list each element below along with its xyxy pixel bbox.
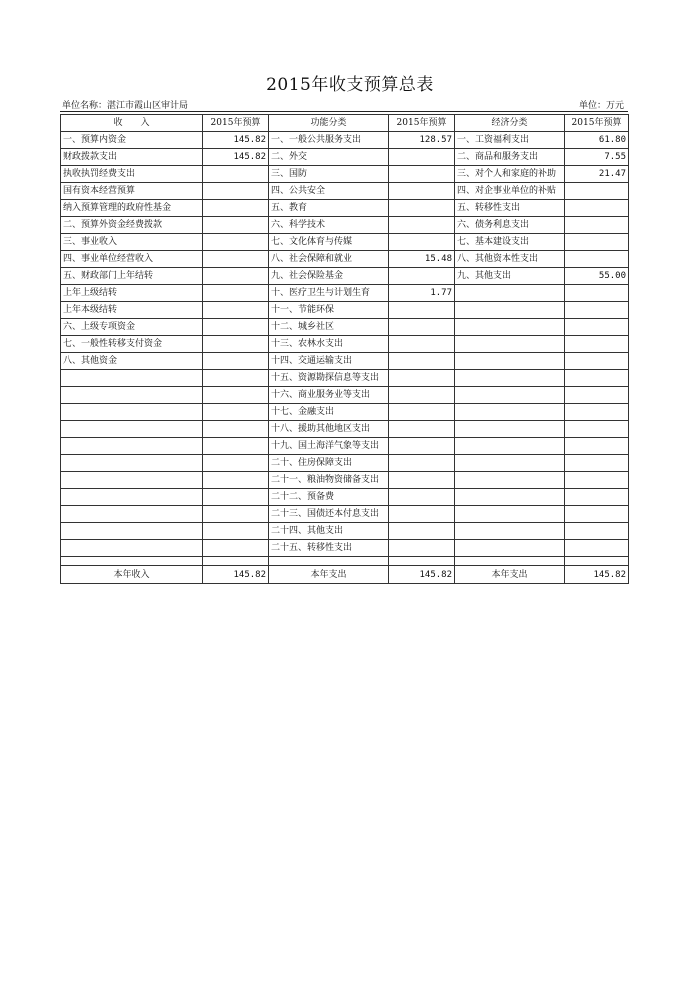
table-row xyxy=(61,183,629,200)
function-value xyxy=(389,217,455,234)
economic-item xyxy=(455,404,565,421)
income-item: 八、其他资金 xyxy=(61,353,203,370)
economic-value xyxy=(565,217,629,234)
economic-item: 八、其他资本性支出 xyxy=(455,251,565,268)
economic-item: 六、债务利息支出 xyxy=(455,217,565,234)
economic-value xyxy=(565,183,629,200)
function-item: 二十三、国债还本付息支出 xyxy=(269,506,389,523)
table-row xyxy=(61,506,629,523)
function-item: 十一、节能环保 xyxy=(269,302,389,319)
function-value xyxy=(389,540,455,557)
total-income-value: 145.82 xyxy=(203,566,269,584)
header-income: 收 入 xyxy=(61,115,203,132)
income-value xyxy=(203,370,269,387)
function-item: 二十二、预备费 xyxy=(269,489,389,506)
economic-value: 7.55 xyxy=(565,149,629,166)
table-row xyxy=(61,285,629,302)
table-row xyxy=(61,404,629,421)
economic-item xyxy=(455,489,565,506)
income-item xyxy=(61,540,203,557)
function-item: 八、社会保障和就业 xyxy=(269,251,389,268)
header-function-budget: 2015年预算 xyxy=(389,115,455,132)
function-value xyxy=(389,370,455,387)
economic-value xyxy=(565,455,629,472)
function-value xyxy=(389,302,455,319)
income-value xyxy=(203,285,269,302)
income-item xyxy=(61,489,203,506)
income-value xyxy=(203,217,269,234)
function-value xyxy=(389,166,455,183)
income-item xyxy=(61,421,203,438)
economic-value xyxy=(565,370,629,387)
income-item: 执收执罚经费支出 xyxy=(61,166,203,183)
function-item: 十五、资源勘探信息等支出 xyxy=(269,370,389,387)
economic-item xyxy=(455,438,565,455)
income-item xyxy=(61,506,203,523)
income-value xyxy=(203,234,269,251)
income-item: 国有资本经营预算 xyxy=(61,183,203,200)
economic-value xyxy=(565,234,629,251)
income-value xyxy=(203,166,269,183)
header-function: 功能分类 xyxy=(269,115,389,132)
economic-value xyxy=(565,421,629,438)
economic-value xyxy=(565,336,629,353)
economic-item xyxy=(455,472,565,489)
economic-item xyxy=(455,302,565,319)
function-item: 十七、金融支出 xyxy=(269,404,389,421)
table-row xyxy=(61,302,629,319)
income-value xyxy=(203,353,269,370)
header-income-budget: 2015年预算 xyxy=(203,115,269,132)
function-item: 三、国防 xyxy=(269,166,389,183)
economic-value: 21.47 xyxy=(565,166,629,183)
economic-item xyxy=(455,421,565,438)
income-value xyxy=(203,404,269,421)
income-item: 上年本级结转 xyxy=(61,302,203,319)
total-function-label: 本年支出 xyxy=(269,566,389,584)
function-value xyxy=(389,387,455,404)
function-value: 128.57 xyxy=(389,132,455,149)
function-item: 十、医疗卫生与计划生育 xyxy=(269,285,389,302)
empty-cell xyxy=(455,557,565,566)
income-value xyxy=(203,251,269,268)
function-item: 二、外交 xyxy=(269,149,389,166)
income-item: 五、财政部门上年结转 xyxy=(61,268,203,285)
table-row xyxy=(61,472,629,489)
empty-cell xyxy=(61,557,203,566)
function-item: 十三、农林水支出 xyxy=(269,336,389,353)
function-value xyxy=(389,319,455,336)
totals-row xyxy=(61,566,629,584)
function-value xyxy=(389,200,455,217)
economic-value xyxy=(565,404,629,421)
function-item: 十四、交通运输支出 xyxy=(269,353,389,370)
economic-value xyxy=(565,251,629,268)
income-value xyxy=(203,200,269,217)
income-value xyxy=(203,523,269,540)
income-value xyxy=(203,421,269,438)
income-value xyxy=(203,489,269,506)
function-item: 九、社会保险基金 xyxy=(269,268,389,285)
table-row xyxy=(61,540,629,557)
economic-value: 55.00 xyxy=(565,268,629,285)
income-item: 六、上级专项资金 xyxy=(61,319,203,336)
header-economic-budget: 2015年预算 xyxy=(565,115,629,132)
income-value xyxy=(203,336,269,353)
function-item: 二十一、粮油物资储备支出 xyxy=(269,472,389,489)
currency-unit-label: 单位：万元 xyxy=(578,101,624,111)
empty-cell xyxy=(565,557,629,566)
function-value xyxy=(389,523,455,540)
income-value xyxy=(203,540,269,557)
economic-item: 三、对个人和家庭的补助 xyxy=(455,166,565,183)
budget-table-body xyxy=(61,115,629,584)
table-row xyxy=(61,200,629,217)
economic-value xyxy=(565,472,629,489)
function-item: 七、文化体育与传媒 xyxy=(269,234,389,251)
income-value xyxy=(203,183,269,200)
table-row xyxy=(61,149,629,166)
economic-item xyxy=(455,540,565,557)
economic-item xyxy=(455,387,565,404)
table-row xyxy=(61,251,629,268)
table-row xyxy=(61,523,629,540)
income-item: 二、预算外资金经费拨款 xyxy=(61,217,203,234)
function-item: 十八、援助其他地区支出 xyxy=(269,421,389,438)
economic-item: 五、转移性支出 xyxy=(455,200,565,217)
income-item xyxy=(61,438,203,455)
function-value xyxy=(389,183,455,200)
economic-value xyxy=(565,302,629,319)
function-value xyxy=(389,404,455,421)
economic-value xyxy=(565,353,629,370)
function-item: 十二、城乡社区 xyxy=(269,319,389,336)
income-item: 三、事业收入 xyxy=(61,234,203,251)
spacer-row xyxy=(61,557,629,566)
income-item xyxy=(61,455,203,472)
table-row xyxy=(61,387,629,404)
economic-value xyxy=(565,285,629,302)
table-header-row xyxy=(61,115,629,132)
income-value xyxy=(203,268,269,285)
table-row xyxy=(61,455,629,472)
economic-item xyxy=(455,336,565,353)
function-value: 15.48 xyxy=(389,251,455,268)
function-value xyxy=(389,353,455,370)
function-value xyxy=(389,268,455,285)
header-rule xyxy=(60,111,628,112)
total-economic-label: 本年支出 xyxy=(455,566,565,584)
economic-item: 二、商品和服务支出 xyxy=(455,149,565,166)
function-value xyxy=(389,455,455,472)
income-value xyxy=(203,472,269,489)
economic-item xyxy=(455,506,565,523)
economic-item xyxy=(455,523,565,540)
page-title: 2015年收支预算总表 xyxy=(266,75,434,95)
table-row xyxy=(61,268,629,285)
total-income-label: 本年收入 xyxy=(61,566,203,584)
table-row xyxy=(61,421,629,438)
economic-item: 七、基本建设支出 xyxy=(455,234,565,251)
function-item: 五、教育 xyxy=(269,200,389,217)
income-value xyxy=(203,506,269,523)
economic-item: 四、对企事业单位的补贴 xyxy=(455,183,565,200)
function-value xyxy=(389,489,455,506)
function-item: 四、公共安全 xyxy=(269,183,389,200)
economic-value xyxy=(565,506,629,523)
table-row xyxy=(61,438,629,455)
table-row xyxy=(61,166,629,183)
table-row xyxy=(61,217,629,234)
function-item: 十九、国土海洋气象等支出 xyxy=(269,438,389,455)
income-item xyxy=(61,404,203,421)
income-item xyxy=(61,523,203,540)
economic-item xyxy=(455,319,565,336)
income-item: 七、一般性转移支付资金 xyxy=(61,336,203,353)
function-item: 二十五、转移性支出 xyxy=(269,540,389,557)
income-item: 财政拨款支出 xyxy=(61,149,203,166)
income-value xyxy=(203,455,269,472)
function-item: 一、一般公共服务支出 xyxy=(269,132,389,149)
table-row xyxy=(61,336,629,353)
function-item: 二十四、其他支出 xyxy=(269,523,389,540)
economic-item: 一、工资福利支出 xyxy=(455,132,565,149)
income-value: 145.82 xyxy=(203,132,269,149)
economic-value xyxy=(565,200,629,217)
economic-item xyxy=(455,353,565,370)
table-row xyxy=(61,370,629,387)
table-row xyxy=(61,319,629,336)
income-value: 145.82 xyxy=(203,149,269,166)
economic-item xyxy=(455,455,565,472)
economic-value xyxy=(565,387,629,404)
economic-value xyxy=(565,438,629,455)
income-item: 上年上级结转 xyxy=(61,285,203,302)
economic-value: 61.80 xyxy=(565,132,629,149)
budget-table xyxy=(60,114,629,584)
function-value xyxy=(389,472,455,489)
function-value xyxy=(389,336,455,353)
economic-item: 九、其他支出 xyxy=(455,268,565,285)
empty-cell xyxy=(389,557,455,566)
total-economic-value: 145.82 xyxy=(565,566,629,584)
income-item xyxy=(61,387,203,404)
income-item: 纳入预算管理的政府性基金 xyxy=(61,200,203,217)
table-row xyxy=(61,132,629,149)
empty-cell xyxy=(269,557,389,566)
header-economic: 经济分类 xyxy=(455,115,565,132)
function-item: 十六、商业服务业等支出 xyxy=(269,387,389,404)
unit-name-label: 单位名称：湛江市霞山区审计局 xyxy=(62,101,189,111)
function-item: 六、科学技术 xyxy=(269,217,389,234)
economic-value xyxy=(565,489,629,506)
table-row xyxy=(61,353,629,370)
income-item xyxy=(61,370,203,387)
economic-value xyxy=(565,523,629,540)
economic-value xyxy=(565,319,629,336)
income-value xyxy=(203,302,269,319)
empty-cell xyxy=(203,557,269,566)
economic-value xyxy=(565,540,629,557)
function-value xyxy=(389,234,455,251)
income-value xyxy=(203,319,269,336)
function-value xyxy=(389,421,455,438)
table-row xyxy=(61,234,629,251)
total-function-value: 145.82 xyxy=(389,566,455,584)
table-row xyxy=(61,489,629,506)
function-item: 二十、住房保障支出 xyxy=(269,455,389,472)
income-item: 一、预算内资金 xyxy=(61,132,203,149)
income-value xyxy=(203,438,269,455)
function-value xyxy=(389,506,455,523)
function-value xyxy=(389,149,455,166)
income-item xyxy=(61,472,203,489)
income-value xyxy=(203,387,269,404)
function-value xyxy=(389,438,455,455)
economic-item xyxy=(455,285,565,302)
economic-item xyxy=(455,370,565,387)
income-item: 四、事业单位经营收入 xyxy=(61,251,203,268)
function-value: 1.77 xyxy=(389,285,455,302)
